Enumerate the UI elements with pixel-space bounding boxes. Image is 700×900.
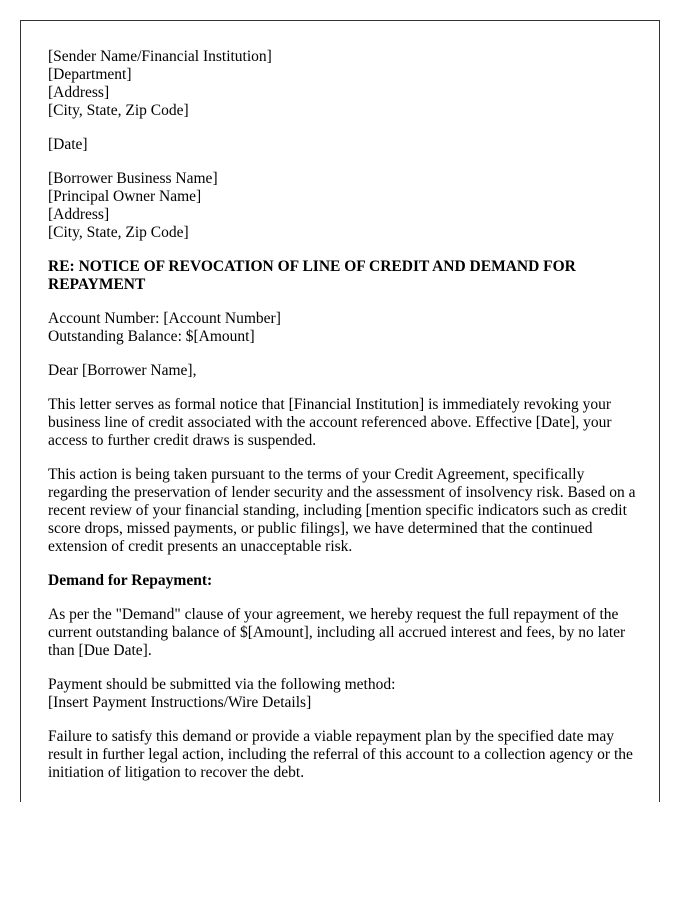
- payment-method-text: Payment should be submitted via the following method:: [48, 676, 396, 693]
- recipient-city-state-zip: [City, State, Zip Code]: [48, 224, 189, 241]
- sender-block: [48, 48, 638, 120]
- sender-name: [Sender Name/Financial Institution]: [48, 48, 272, 65]
- letter-body: [48, 48, 638, 798]
- notice-paragraph: This letter serves as formal notice that [Financial Institution] is immediately revoking your business line of credit associated with the account referenced above. Effective [Date], your access to further credit draws is suspended.: [48, 396, 612, 449]
- demand-paragraph: As per the "Demand" clause of your agreement, we hereby request the full repayment of the current outstanding balance of $[Amount], including all accrued interest and fees, by no later than [Due Date].: [48, 606, 626, 659]
- sender-city-state-zip: [City, State, Zip Code]: [48, 102, 189, 119]
- consequences-paragraph: Failure to satisfy this demand or provide a viable repayment plan by the specified date may result in further legal action, including the referral of this account to a collection agency or the initiation of litigation to recover the debt.: [48, 728, 633, 781]
- sender-address: [Address]: [48, 84, 110, 101]
- account-block: [48, 310, 638, 346]
- recipient-business-name: [Borrower Business Name]: [48, 170, 218, 187]
- recipient-address: [Address]: [48, 206, 110, 223]
- recipient-block: [48, 170, 638, 242]
- recipient-owner-name: [Principal Owner Name]: [48, 188, 202, 205]
- payment-block: [48, 676, 638, 712]
- demand-heading: Demand for Repayment:: [48, 572, 213, 589]
- outstanding-balance: Outstanding Balance: $[Amount]: [48, 328, 255, 345]
- sender-department: [Department]: [48, 66, 132, 83]
- payment-details: [Insert Payment Instructions/Wire Details]: [48, 694, 312, 711]
- subject-line: RE: NOTICE OF REVOCATION OF LINE OF CREDIT AND DEMAND FOR REPAYMENT: [48, 258, 576, 293]
- salutation: Dear [Borrower Name],: [48, 362, 197, 379]
- letter-date: [Date]: [48, 136, 88, 153]
- reason-paragraph: This action is being taken pursuant to the terms of your Credit Agreement, specifically regarding the preservation of lender security and the assessment of insolvency risk. Based on a recent review of your financial standing, including [mention specific indicators such as credit score drops, missed payments, or public filings], we have determined that the continued extension of credit presents an unacceptable risk.: [48, 466, 636, 555]
- account-number: Account Number: [Account Number]: [48, 310, 281, 327]
